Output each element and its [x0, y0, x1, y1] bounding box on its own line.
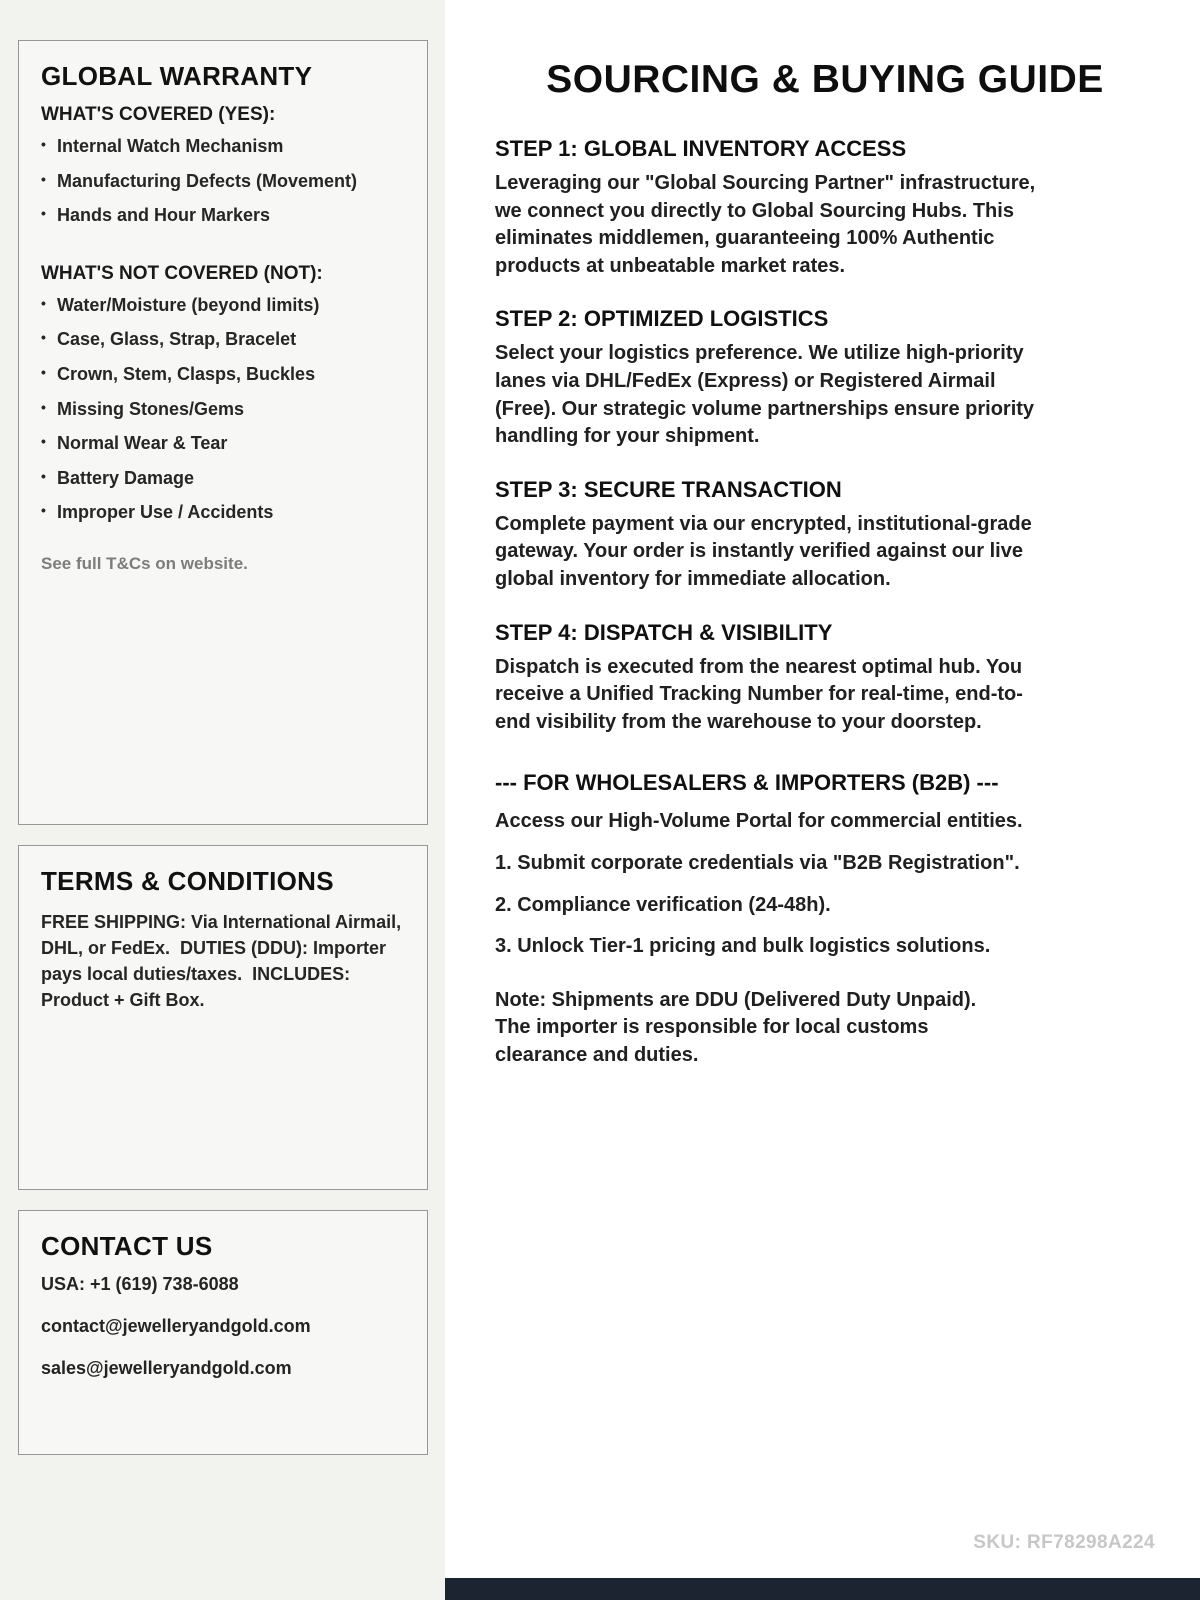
list-item: • Normal Wear & Tear	[41, 433, 405, 455]
list-item: • Crown, Stem, Clasps, Buckles	[41, 364, 405, 386]
main-content	[445, 0, 1200, 1600]
covered-list	[41, 136, 405, 227]
warranty-card	[18, 40, 428, 825]
terms-body: FREE SHIPPING: Via International Airmail, DHL, or FedEx. DUTIES (DDU): Importer pays local duties/taxes. INCLUDES: Product + Gift Box.	[41, 912, 407, 1011]
step-1	[495, 136, 1200, 280]
covered-title: WHAT'S COVERED (YES):	[41, 104, 276, 125]
b2b-item-3: 3. Unlock Tier-1 pricing and bulk logistics solutions.	[495, 935, 991, 958]
step-3	[495, 477, 1200, 594]
sidebar	[0, 0, 445, 1600]
contact-phone: USA: +1 (619) 738-6088	[41, 1274, 239, 1294]
step-4-heading: STEP 4: DISPATCH & VISIBILITY	[495, 619, 833, 645]
contact-email-primary: contact@jewelleryandgold.com	[41, 1316, 311, 1336]
step-2-body: Select your logistics preference. We utilize high-priority lanes via DHL/FedEx (Express) or Registered Airmail (Free). Our strategic volume partnerships ensure priority handling for your shipment.	[495, 342, 1035, 448]
step-1-heading: STEP 1: GLOBAL INVENTORY ACCESS	[495, 136, 907, 161]
contact-title: CONTACT US	[41, 1231, 213, 1261]
list-item: • Internal Watch Mechanism	[41, 136, 405, 158]
step-2	[495, 306, 1200, 450]
list-item: • Manufacturing Defects (Movement)	[41, 171, 405, 193]
list-item: • Case, Glass, Strap, Bracelet	[41, 329, 405, 351]
list-item: • Missing Stones/Gems	[41, 399, 405, 421]
terms-title: TERMS & CONDITIONS	[41, 866, 334, 896]
step-4-body: Dispatch is executed from the nearest optimal hub. You receive a Unified Tracking Number for real-time, end-to-end visibility from the warehouse to your doorstep.	[495, 655, 1023, 733]
list-item: • Water/Moisture (beyond limits)	[41, 295, 405, 317]
list-item: • Improper Use / Accidents	[41, 502, 405, 524]
b2b-item-2: 2. Compliance verification (24-48h).	[495, 893, 831, 916]
step-4	[495, 620, 1200, 737]
step-3-heading: STEP 3: SECURE TRANSACTION	[495, 476, 842, 502]
not-covered-title: WHAT'S NOT COVERED (NOT):	[41, 262, 323, 284]
step-2-heading: STEP 2: OPTIMIZED LOGISTICS	[495, 306, 829, 332]
warranty-footnote: See full T&Cs on website.	[41, 553, 248, 573]
sku-label: SKU: RF78298A224	[973, 1532, 1155, 1553]
b2b-heading: --- FOR WHOLESALERS & IMPORTERS (B2B) ---	[495, 770, 999, 796]
b2b-section	[495, 770, 1200, 1069]
terms-card	[18, 845, 428, 1190]
page-title: SOURCING & BUYING GUIDE	[546, 58, 1104, 101]
b2b-item-1: 1. Submit corporate credentials via "B2B Registration".	[495, 851, 1020, 874]
contact-email-sales: sales@jewelleryandgold.com	[41, 1358, 292, 1378]
step-3-body: Complete payment via our encrypted, institutional-grade gateway. Your order is instantly verified against our live global inventory for immediate allocation.	[495, 512, 1032, 590]
contact-card	[18, 1210, 428, 1455]
b2b-note: Note: Shipments are DDU (Delivered Duty Unpaid). The importer is responsible for local customs clearance and duties.	[495, 988, 977, 1066]
not-covered-list	[41, 295, 405, 524]
list-item: • Hands and Hour Markers	[41, 205, 405, 227]
warranty-title: GLOBAL WARRANTY	[41, 61, 313, 91]
bottom-bar	[445, 1578, 1200, 1600]
list-item: • Battery Damage	[41, 468, 405, 490]
step-1-body: Leveraging our "Global Sourcing Partner" infrastructure, we connect you directly to Global Sourcing Hubs. This eliminates middlemen, guaranteeing 100% Authentic products at unbeatable market rates.	[495, 172, 1036, 277]
b2b-intro: Access our High-Volume Portal for commercial entities.	[495, 810, 1023, 833]
